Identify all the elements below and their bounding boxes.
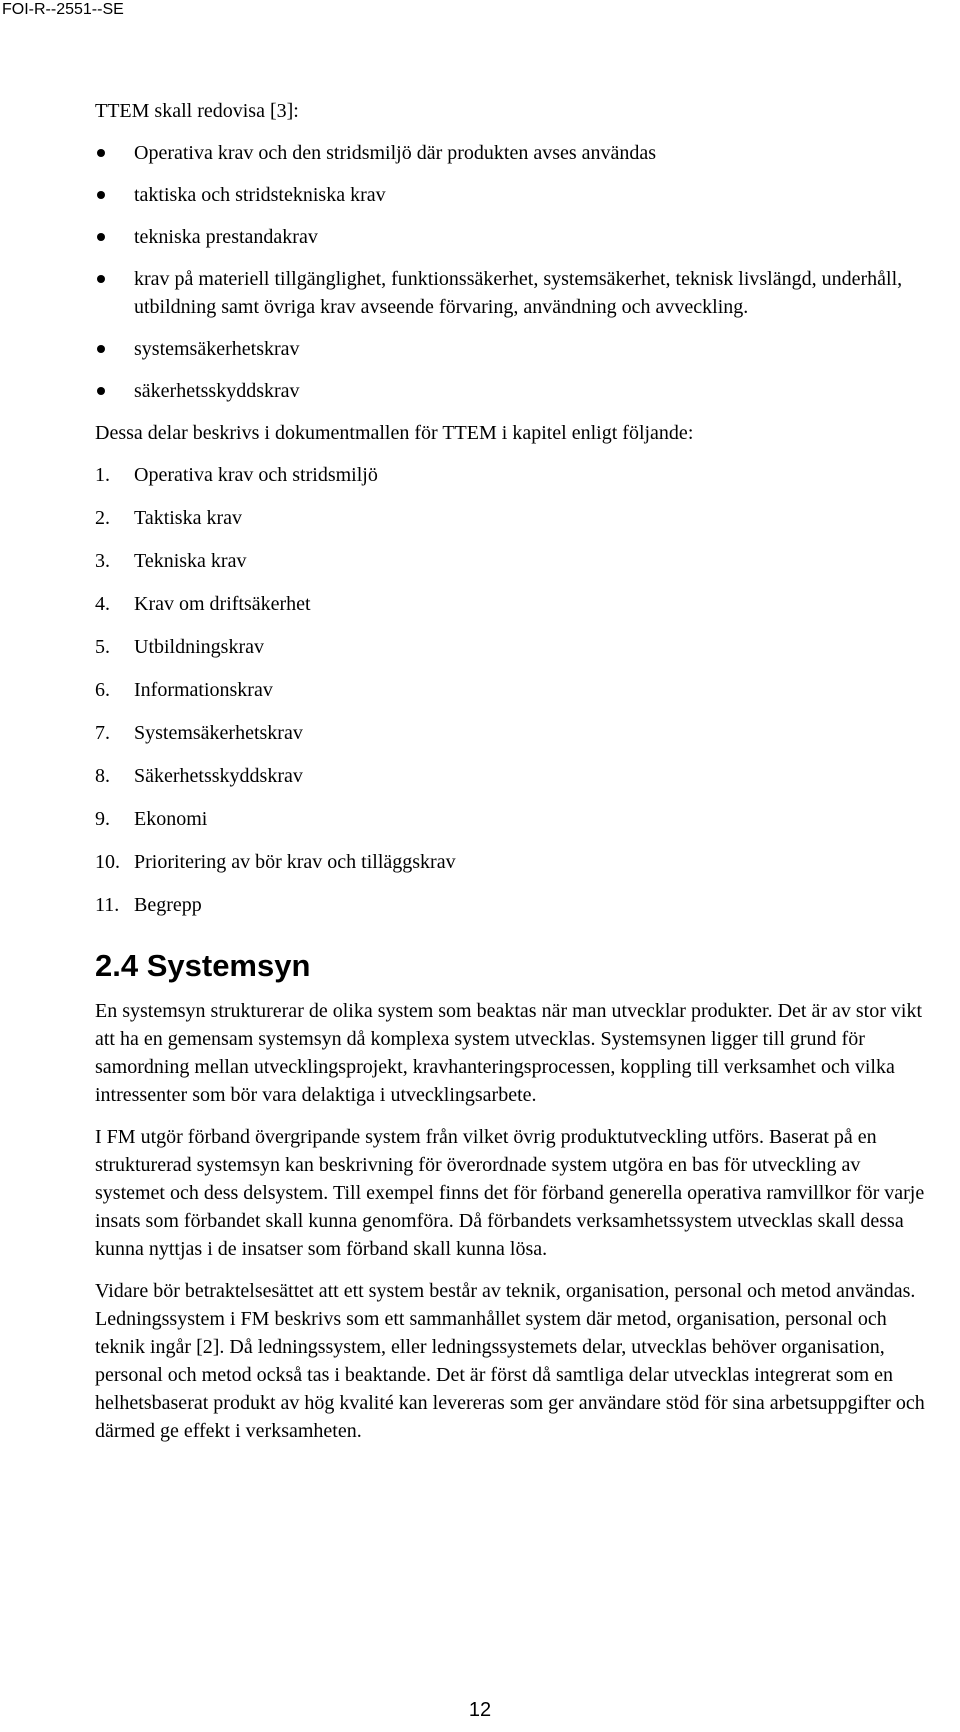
chapter-list-lead: Dessa delar beskrivs i dokumentmallen för TTEM i kapitel enligt följande: bbox=[95, 422, 694, 444]
numbered-item bbox=[95, 719, 927, 747]
document-id-header: FOI-R--2551--SE bbox=[2, 1, 124, 18]
item-number: 5. bbox=[95, 636, 110, 658]
numbered-item bbox=[95, 762, 927, 790]
item-number: 7. bbox=[95, 722, 110, 744]
page-number: 12 bbox=[468, 1699, 492, 1721]
item-text: Prioritering av bör krav och tilläggskrav bbox=[134, 851, 456, 873]
numbered-item bbox=[95, 461, 927, 489]
item-text: Krav om driftsäkerhet bbox=[134, 593, 311, 615]
bullet-item: tekniska prestandakrav bbox=[95, 223, 927, 251]
body-paragraph: I FM utgör förband övergripande system från vilket övrig produktutveckling utförs. Baserat på en strukturerad systemsyn kan beskrivning för överordnade system utgöra en bas för utveckling av systemet och dess delsystem. Till exempel finns det för förband generella operativa ramvillkor för varje insats som förbandet skall kunna genomföra. Då förbandets verksamhetssystem utvecklas skall dessa kunna nyttjas i de insatser som förband skall kunna lösa. bbox=[95, 1126, 925, 1260]
item-text: Tekniska krav bbox=[134, 550, 247, 572]
bullet-item: säkerhetsskyddskrav bbox=[95, 377, 927, 405]
item-text: Utbildningskrav bbox=[134, 636, 264, 658]
item-number: 8. bbox=[95, 765, 110, 787]
item-number: 2. bbox=[95, 507, 110, 529]
item-text: Operativa krav och stridsmiljö bbox=[134, 464, 378, 486]
chapter-numbered-list bbox=[95, 461, 927, 919]
item-text: Säkerhetsskyddskrav bbox=[134, 765, 303, 787]
item-number: 1. bbox=[95, 464, 110, 486]
item-text: Begrepp bbox=[134, 894, 202, 916]
bullet-item: taktiska och stridstekniska krav bbox=[95, 181, 927, 209]
item-text: Systemsäkerhetskrav bbox=[134, 722, 303, 744]
section-body bbox=[95, 997, 927, 1445]
numbered-item bbox=[95, 805, 927, 833]
page-content bbox=[95, 97, 927, 1459]
body-paragraph: En systemsyn strukturerar de olika system som beaktas när man utvecklar produkter. Det är av stor vikt att ha en gemensam systemsyn då komplexa system utvecklas. Systemsynen ligger till grund för samordning mellan utvecklingsprojekt, kravhanteringsprocessen, koppling till verksamhet och vilka intressenter som bör vara delaktiga i utvecklingsarbete. bbox=[95, 1000, 923, 1106]
numbered-item bbox=[95, 590, 927, 618]
item-number: 10. bbox=[95, 851, 120, 873]
intro-line: TTEM skall redovisa [3]: bbox=[95, 100, 299, 122]
item-number: 3. bbox=[95, 550, 110, 572]
item-number: 9. bbox=[95, 808, 110, 830]
bullet-item: systemsäkerhetskrav bbox=[95, 335, 927, 363]
item-number: 4. bbox=[95, 593, 110, 615]
numbered-item bbox=[95, 891, 927, 919]
numbered-item bbox=[95, 676, 927, 704]
item-number: 11. bbox=[95, 894, 120, 916]
numbered-item bbox=[95, 504, 927, 532]
item-text: Informationskrav bbox=[134, 679, 273, 701]
body-paragraph: Vidare bör betraktelsesättet att ett system består av teknik, organisation, personal och metod användas. Ledningssystem i FM beskrivs som ett sammanhållet system där metod, organisation, personal och teknik ingår [2]. Då ledningssystem, eller ledningssystemets delar, utvecklas behöver organisation, personal och metod också tas i beaktande. Det är först då samtliga delar utvecklas integrerat som en helhetsbaserat produkt av hög kvalité kan levereras som ger användare stöd för sina arbetsuppgifter och därmed ge effekt i verksamheten. bbox=[95, 1280, 925, 1442]
item-text: Ekonomi bbox=[134, 808, 208, 830]
item-number: 6. bbox=[95, 679, 110, 701]
numbered-item bbox=[95, 848, 927, 876]
item-text: Taktiska krav bbox=[134, 507, 243, 529]
bullet-item: Operativa krav och den stridsmiljö där produkten avses användas bbox=[95, 139, 927, 167]
numbered-item bbox=[95, 547, 927, 575]
bullet-item: krav på materiell tillgänglighet, funktionssäkerhet, systemsäkerhet, teknisk livslängd, underhåll, utbildning samt övriga krav avseende förvaring, användning och avveckling. bbox=[95, 265, 927, 321]
numbered-item bbox=[95, 633, 927, 661]
requirements-bullet-list bbox=[95, 139, 927, 405]
section-heading: 2.4 Systemsyn bbox=[95, 948, 311, 983]
